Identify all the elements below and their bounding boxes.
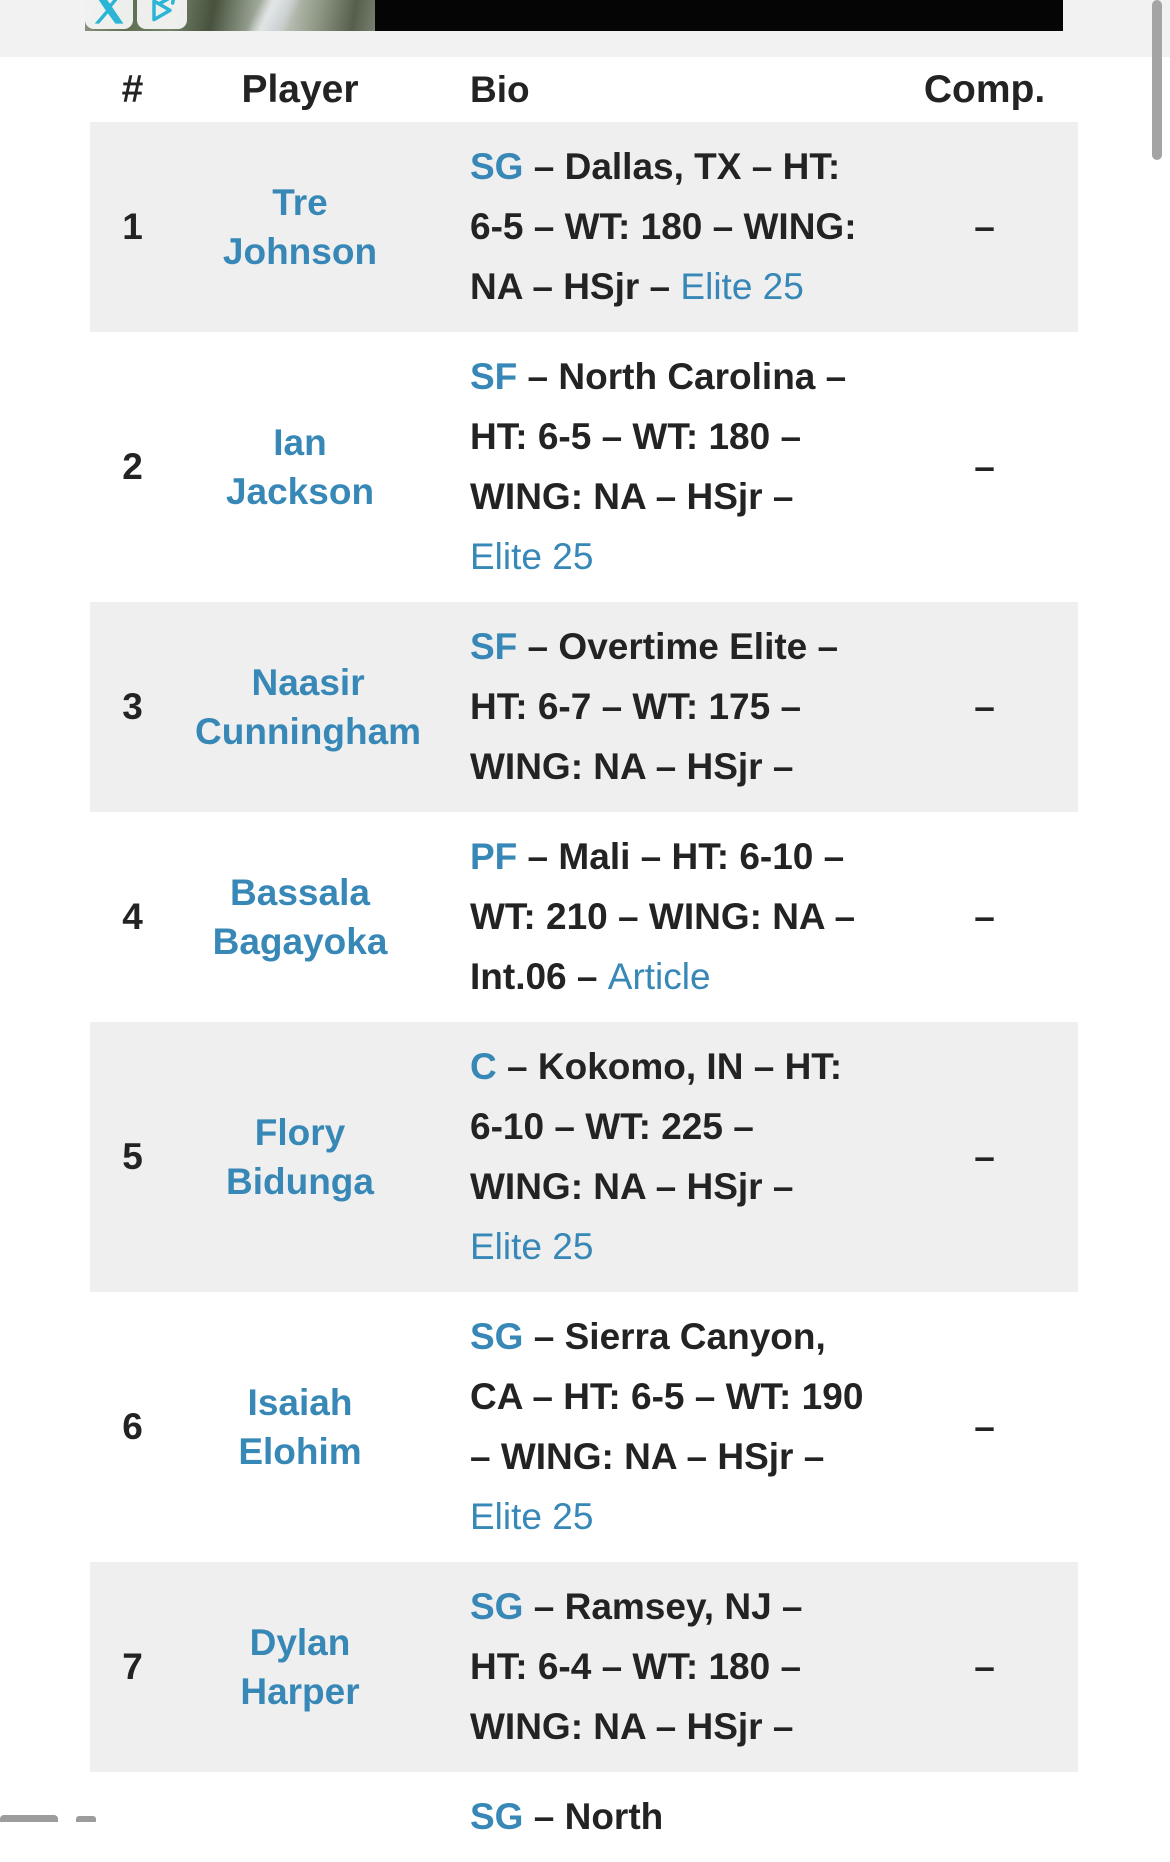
page-top-band (0, 0, 1170, 57)
column-header-comp: Comp. (923, 67, 1046, 111)
bio-cell (425, 1787, 891, 1847)
bio-text: – Sierra Canyon, CA – HT: 6-5 – WT: 190 – WING: NA – HSjr – (470, 1316, 864, 1477)
player-link[interactable]: Ian Jackson (225, 422, 375, 512)
bio-text: – Overtime Elite – HT: 6-7 – WT: 175 – WING: NA – HSjr – (470, 626, 839, 787)
player-cell (175, 1378, 425, 1476)
x-logo-icon (93, 0, 125, 25)
table-row (90, 1772, 1078, 1862)
table-row (90, 332, 1078, 602)
comp-cell: – (974, 896, 995, 937)
player-link[interactable]: Tre Johnson (222, 182, 378, 272)
bio-text: – North (523, 1796, 664, 1837)
column-header-rank: # (121, 67, 144, 111)
bio-cell (425, 1577, 891, 1757)
position-link[interactable]: SG (470, 1796, 524, 1837)
player-link[interactable]: Bassala Bagayoka (212, 872, 388, 962)
column-header-player: Player (241, 67, 359, 111)
bio-link[interactable]: Elite 25 (680, 266, 804, 307)
bio-text: – Kokomo, IN – HT: 6-10 – WT: 225 – WING: NA – HSjr – (470, 1046, 843, 1207)
player-cell (175, 658, 425, 756)
player-cell (175, 418, 425, 516)
position-link[interactable]: C (470, 1046, 497, 1087)
player-cell (175, 1618, 425, 1716)
table-row (90, 1562, 1078, 1772)
scrollbar-thumb[interactable] (1152, 0, 1162, 160)
bio-text: – Mali – HT: 6-10 – WT: 210 – WING: NA – Int.06 – (470, 836, 856, 997)
bio-cell (425, 1037, 891, 1277)
position-link[interactable]: SG (470, 1586, 524, 1627)
bio-link[interactable]: Elite 25 (470, 536, 594, 577)
rank-cell: 3 (122, 686, 143, 727)
table-header-row (90, 57, 1078, 122)
comp-cell: – (974, 686, 995, 727)
player-link[interactable]: Naasir Cunningham (195, 662, 422, 752)
comp-cell: – (974, 1406, 995, 1447)
table-row (90, 1292, 1078, 1562)
bio-cell (425, 137, 891, 317)
rank-cell: 7 (122, 1646, 143, 1687)
table-row (90, 602, 1078, 812)
rank-cell: 4 (122, 896, 143, 937)
player-link[interactable]: Dylan Harper (240, 1622, 360, 1712)
bio-text: – Dallas, TX – HT: 6-5 – WT: 180 – WING: NA – HSjr – (470, 146, 857, 307)
bio-link[interactable]: Elite 25 (470, 1496, 594, 1537)
player-link[interactable]: Flory Bidunga (226, 1112, 374, 1202)
player-cell (175, 1108, 425, 1206)
bio-cell (425, 617, 891, 797)
rank-cell: 6 (122, 1406, 143, 1447)
rank-cell: 5 (122, 1136, 143, 1177)
comp-cell: – (974, 1646, 995, 1687)
position-link[interactable]: SF (470, 356, 518, 397)
share-icon (146, 0, 178, 25)
bio-cell (425, 1307, 891, 1547)
rankings-table (90, 57, 1078, 1862)
bio-cell (425, 827, 891, 1007)
position-link[interactable]: SG (470, 1316, 524, 1357)
position-link[interactable]: PF (470, 836, 518, 877)
player-cell (175, 178, 425, 276)
table-row (90, 1022, 1078, 1292)
bio-cell (425, 347, 891, 587)
bio-text: – Ramsey, NJ – HT: 6-4 – WT: 180 – WING: NA – HSjr – (470, 1586, 803, 1747)
column-header-bio: Bio (470, 68, 530, 110)
video-black-bar (375, 0, 1063, 31)
bio-link[interactable]: Article (607, 956, 711, 997)
table-row (90, 122, 1078, 332)
bottom-edge-artifact (76, 1816, 96, 1822)
rank-cell: 1 (122, 206, 143, 247)
player-cell (175, 868, 425, 966)
comp-cell: – (974, 206, 995, 247)
table-row (90, 812, 1078, 1022)
table-body (90, 122, 1078, 1862)
bottom-edge-artifact (0, 1815, 58, 1822)
player-link[interactable]: Isaiah Elohim (238, 1382, 362, 1472)
video-player-strip (0, 0, 1170, 31)
position-link[interactable]: SF (470, 626, 518, 667)
rank-cell: 2 (122, 446, 143, 487)
position-link[interactable]: SG (470, 146, 524, 187)
bio-text: – North Carolina – HT: 6-5 – WT: 180 – WING: NA – HSjr – (470, 356, 847, 517)
comp-cell: – (974, 1136, 995, 1177)
bio-link[interactable]: Elite 25 (470, 1226, 594, 1267)
comp-cell: – (974, 446, 995, 487)
share-button[interactable] (137, 0, 187, 29)
x-logo-button[interactable] (85, 0, 133, 29)
